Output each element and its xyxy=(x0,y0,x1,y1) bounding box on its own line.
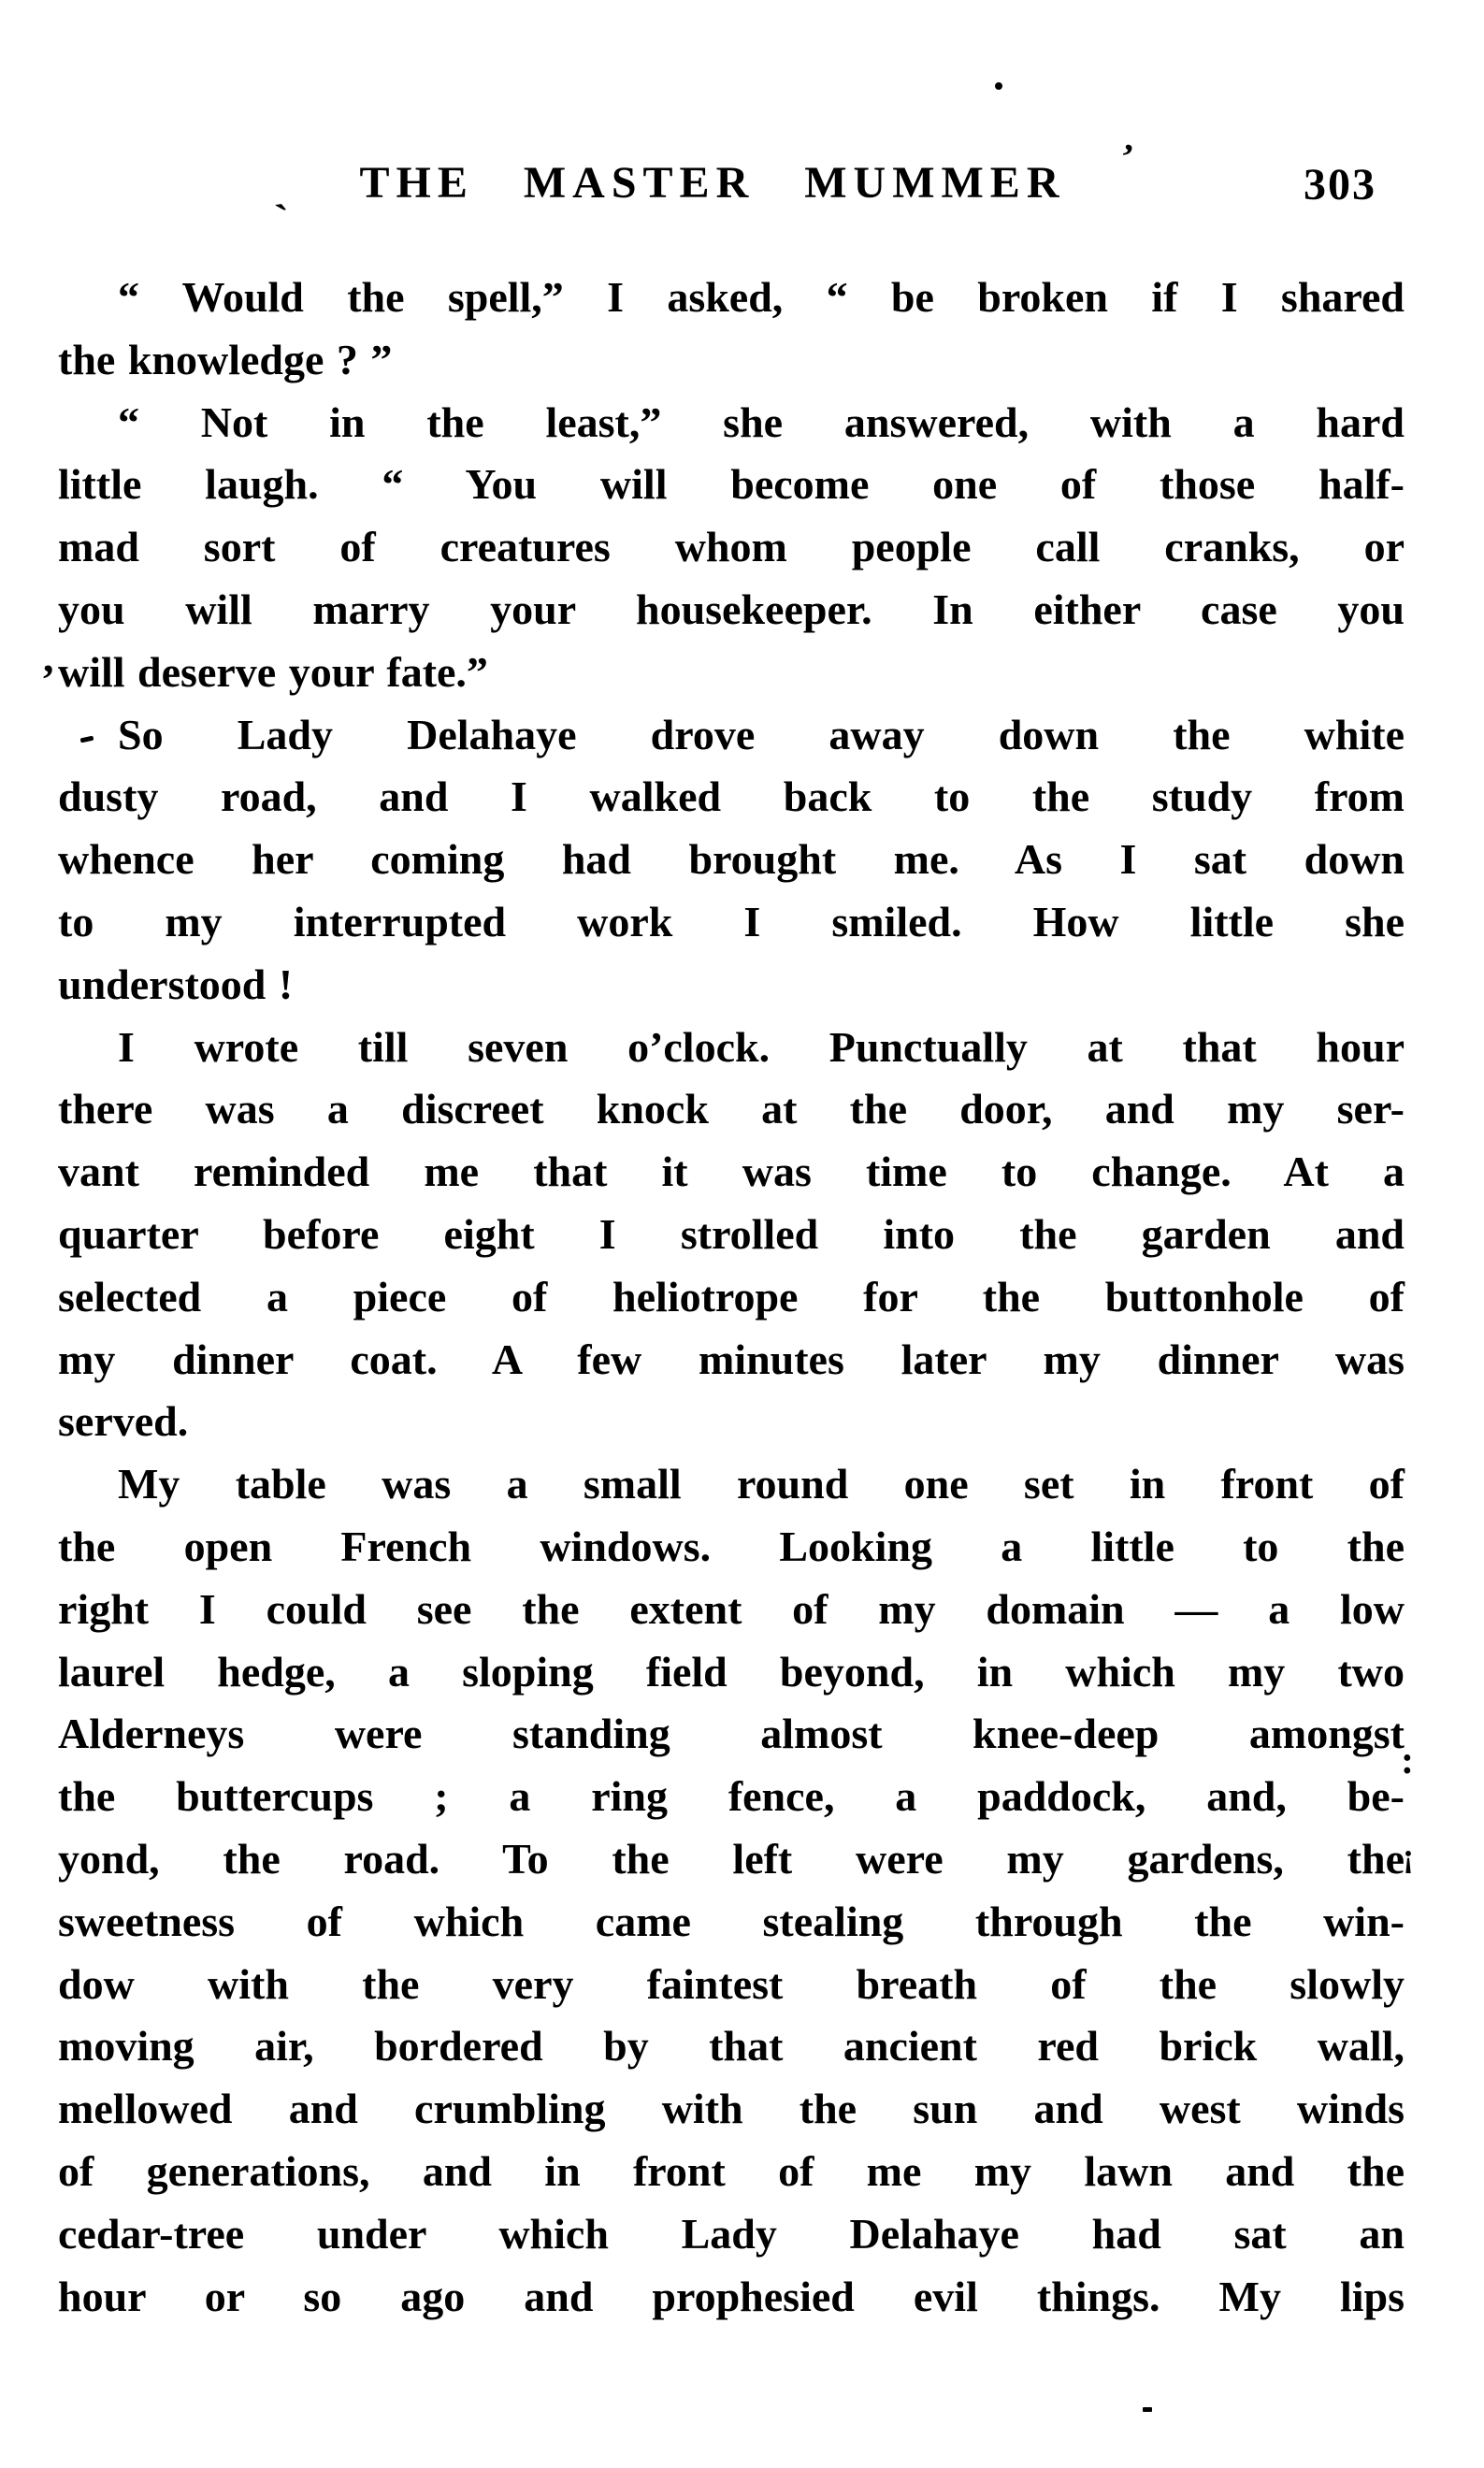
text-line: vant reminded me that it was time to change. At a xyxy=(58,1147,1405,1196)
text-line: “ Would the spell,” I asked, “ be broken if I shared xyxy=(118,273,1405,321)
text-line: My table was a small round one set in front of xyxy=(118,1460,1405,1508)
text-line: will deserve your fate.” xyxy=(58,647,488,696)
text-line: you will marry your housekeeper. In either case you xyxy=(58,585,1405,633)
text-line: mellowed and crumbling with the sun and west winds xyxy=(58,2085,1405,2133)
paragraph xyxy=(58,392,1405,704)
text-line: right I could see the extent of my domain — a low xyxy=(58,1584,1405,1633)
margin-tick: ¡ xyxy=(1403,1837,1414,1874)
tick-below-header: ` xyxy=(272,195,294,244)
text-line: So Lady Delahaye drove away down the white xyxy=(118,710,1405,758)
text-line: dusty road, and I walked back to the study from xyxy=(58,772,1405,821)
text-block xyxy=(58,267,1405,2328)
margin-colon: : xyxy=(1401,1739,1414,1782)
text-line: my dinner coat. A few minutes later my dinner was xyxy=(58,1335,1405,1383)
text-line: selected a piece of heliotrope for the buttonhole of xyxy=(58,1272,1405,1321)
text-line: moving air, bordered by that ancient red brick wall, xyxy=(58,2022,1405,2071)
text-line: mad sort of creatures whom people call cranks, or xyxy=(58,523,1405,571)
text-line: dow with the very faintest breath of the slowly xyxy=(58,1959,1405,2008)
text-line: of generations, and in front of me my lawn and the xyxy=(58,2146,1405,2195)
text-line: served. xyxy=(58,1397,189,1446)
text-line: quarter before eight I strolled into the garden and xyxy=(58,1209,1405,1258)
text-line: Alderneys were standing almost knee-deep amongst xyxy=(58,1710,1405,1758)
text-line: the knowledge ? ” xyxy=(58,335,393,383)
comma-before-will: , xyxy=(43,633,54,681)
text-line: “ Not in the least,” she answered, with a hard xyxy=(118,397,1405,446)
text-line: whence her coming had brought me. As I sat down xyxy=(58,835,1405,884)
paragraph xyxy=(58,1453,1405,2328)
text-line: I wrote till seven o’clock. Punctually at that hour xyxy=(118,1022,1405,1071)
text-line: the open French windows. Looking a little to the xyxy=(58,1522,1405,1570)
page-number: 303 xyxy=(1304,160,1376,209)
running-header xyxy=(58,157,1405,213)
text-line: sweetness of which came stealing through the win- xyxy=(58,1897,1405,1945)
paragraph xyxy=(58,1017,1405,1454)
paragraph xyxy=(58,267,1405,392)
speck-dot-top xyxy=(995,82,1002,90)
page-header-title: THE MASTER MUMMER xyxy=(359,158,1066,208)
text-line: little laugh. “ You will become one of those half- xyxy=(58,460,1405,509)
text-line: laurel hedge, a sloping field beyond, in which my two xyxy=(58,1647,1405,1696)
text-line: there was a discreet knock at the door, and my ser- xyxy=(58,1085,1405,1133)
text-line: to my interrupted work I smiled. How little she xyxy=(58,897,1405,945)
speck-dash-bottom xyxy=(1143,2407,1152,2412)
text-line: understood ! xyxy=(58,960,294,1008)
text-line: cedar-tree under which Lady Delahaye had sat an xyxy=(58,2209,1405,2258)
text-line: the buttercups ; a ring fence, a paddock, and, be- xyxy=(58,1772,1405,1821)
tick-after-title: ’ xyxy=(1116,135,1137,179)
paragraph xyxy=(58,704,1405,1017)
text-line: hour or so ago and prophesied evil things. My lips xyxy=(58,2272,1405,2320)
text-line: yond, the road. To the left were my gardens, the xyxy=(58,1834,1405,1883)
